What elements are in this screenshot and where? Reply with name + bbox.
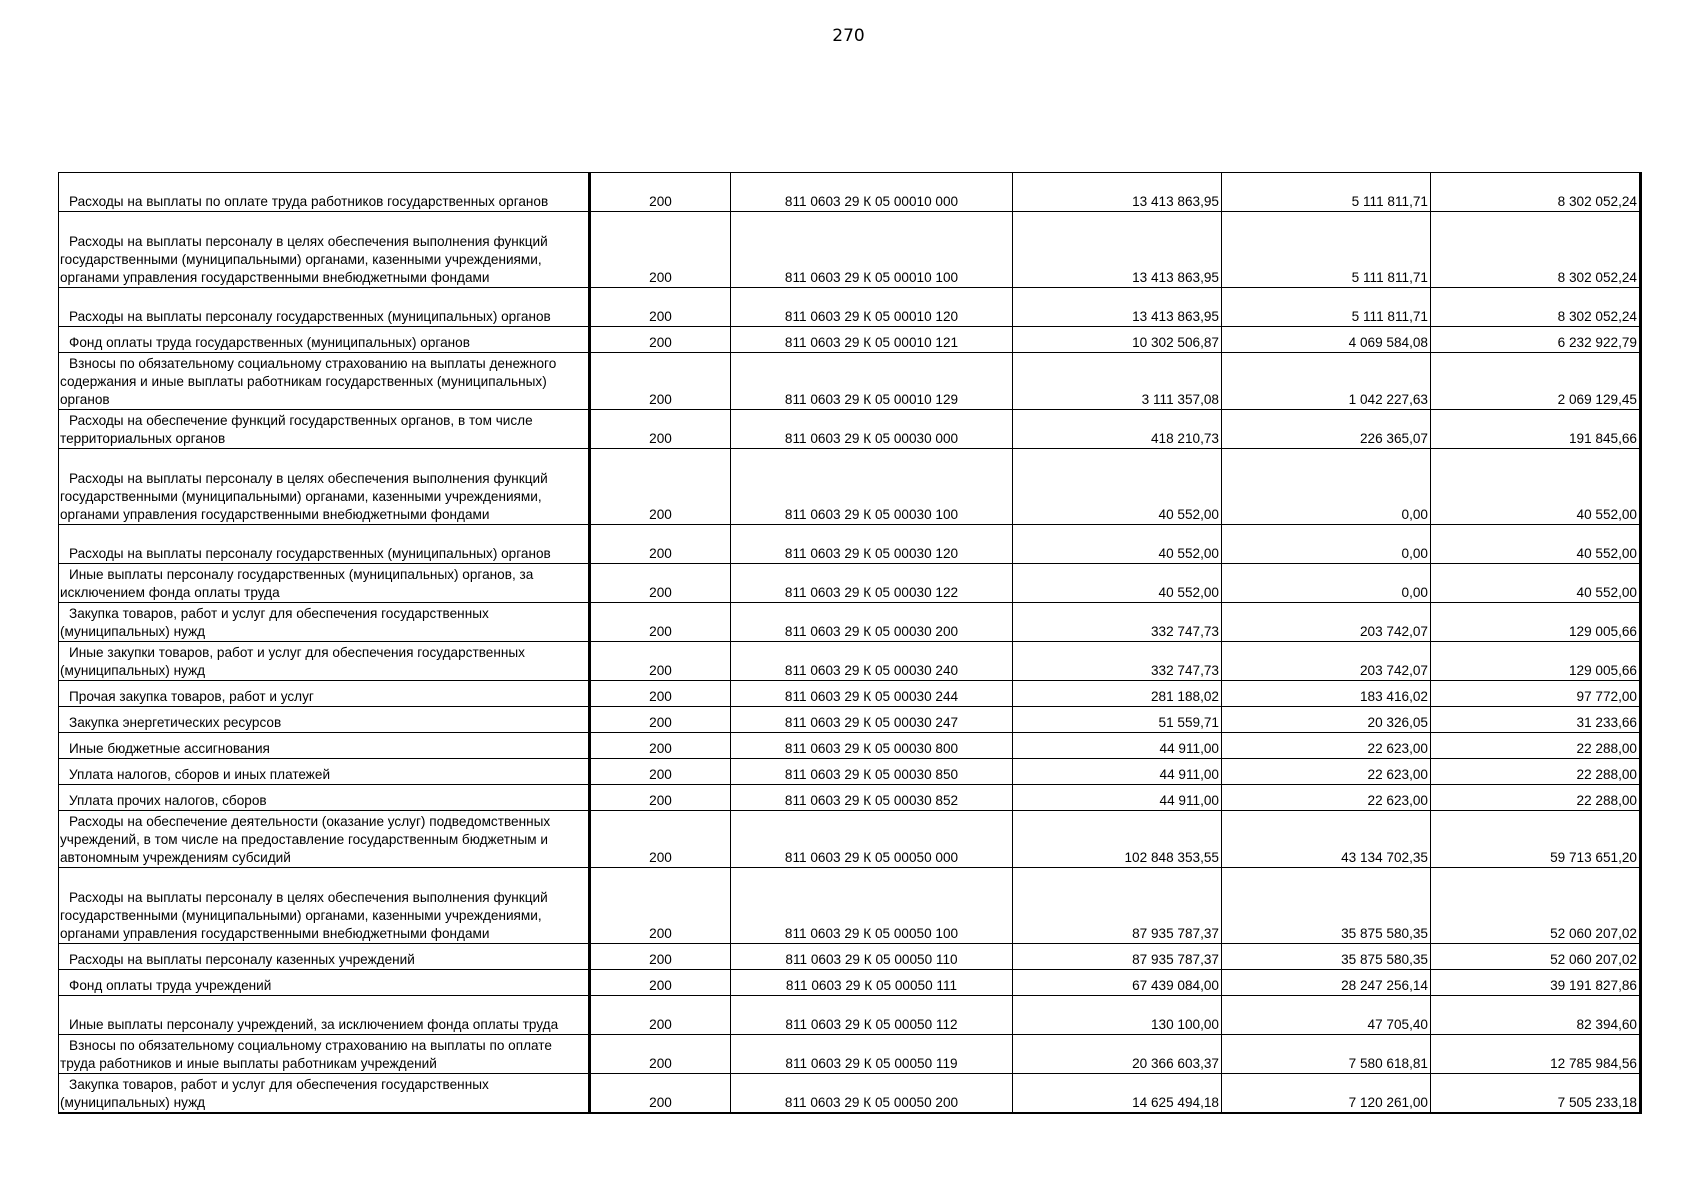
row-line-code: 200 xyxy=(590,868,731,944)
row-line-code: 200 xyxy=(590,288,731,327)
row-classification-code: 811 0603 29 К 05 00050 112 xyxy=(731,996,1013,1035)
row-approved: 418 210,73 xyxy=(1013,410,1222,449)
row-name: Иные выплаты персоналу государственных (муниципальных) органов, за исключением фонда оплаты труда xyxy=(59,564,590,603)
row-executed: 203 742,07 xyxy=(1222,642,1431,681)
row-line-code: 200 xyxy=(590,811,731,868)
row-remaining: 8 302 052,24 xyxy=(1431,288,1641,327)
row-line-code: 200 xyxy=(590,996,731,1035)
row-executed: 4 069 584,08 xyxy=(1222,327,1431,353)
row-remaining: 52 060 207,02 xyxy=(1431,944,1641,970)
row-classification-code: 811 0603 29 К 05 00030 244 xyxy=(731,681,1013,707)
row-remaining: 6 232 922,79 xyxy=(1431,327,1641,353)
row-executed: 226 365,07 xyxy=(1222,410,1431,449)
table-row xyxy=(59,733,1641,759)
row-name: Фонд оплаты труда государственных (муниципальных) органов xyxy=(59,327,590,353)
row-line-code: 200 xyxy=(590,944,731,970)
row-executed: 28 247 256,14 xyxy=(1222,970,1431,996)
row-classification-code: 811 0603 29 К 05 00030 247 xyxy=(731,707,1013,733)
row-approved: 10 302 506,87 xyxy=(1013,327,1222,353)
row-remaining: 82 394,60 xyxy=(1431,996,1641,1035)
row-name: Фонд оплаты труда учреждений xyxy=(59,970,590,996)
row-name: Взносы по обязательному социальному страхованию на выплаты денежного содержания и иные выплаты работникам государственных (муниципальных) органов xyxy=(59,353,590,410)
row-name: Уплата прочих налогов, сборов xyxy=(59,785,590,811)
row-executed: 0,00 xyxy=(1222,564,1431,603)
table-row xyxy=(59,212,1641,288)
row-classification-code: 811 0603 29 К 05 00030 120 xyxy=(731,525,1013,564)
row-line-code: 200 xyxy=(590,603,731,642)
row-name: Расходы на обеспечение функций государственных органов, в том числе территориальных органов xyxy=(59,410,590,449)
row-approved: 40 552,00 xyxy=(1013,449,1222,525)
table-row xyxy=(59,327,1641,353)
row-classification-code: 811 0603 29 К 05 00050 111 xyxy=(731,970,1013,996)
table-row xyxy=(59,642,1641,681)
row-remaining: 52 060 207,02 xyxy=(1431,868,1641,944)
row-executed: 22 623,00 xyxy=(1222,785,1431,811)
row-line-code: 200 xyxy=(590,785,731,811)
row-name: Расходы на выплаты персоналу в целях обеспечения выполнения функций государственными (муниципальными) органами, казенными учреждениями, органами управления государственными внебюджетными фондами xyxy=(59,449,590,525)
table-row xyxy=(59,681,1641,707)
table-row xyxy=(59,970,1641,996)
table-row xyxy=(59,996,1641,1035)
row-executed: 7 580 618,81 xyxy=(1222,1035,1431,1074)
row-line-code: 200 xyxy=(590,642,731,681)
row-executed: 203 742,07 xyxy=(1222,603,1431,642)
row-executed: 22 623,00 xyxy=(1222,733,1431,759)
table-row xyxy=(59,944,1641,970)
row-remaining: 40 552,00 xyxy=(1431,564,1641,603)
row-name: Расходы на выплаты персоналу в целях обеспечения выполнения функций государственными (муниципальными) органами, казенными учреждениями, органами управления государственными внебюджетными фондами xyxy=(59,212,590,288)
table-row xyxy=(59,811,1641,868)
row-executed: 1 042 227,63 xyxy=(1222,353,1431,410)
row-classification-code: 811 0603 29 К 05 00050 200 xyxy=(731,1074,1013,1114)
row-classification-code: 811 0603 29 К 05 00010 100 xyxy=(731,212,1013,288)
row-name: Иные выплаты персоналу учреждений, за исключением фонда оплаты труда xyxy=(59,996,590,1035)
row-approved: 281 188,02 xyxy=(1013,681,1222,707)
row-executed: 20 326,05 xyxy=(1222,707,1431,733)
row-executed: 5 111 811,71 xyxy=(1222,288,1431,327)
row-name: Расходы на выплаты по оплате труда работников государственных органов xyxy=(59,173,590,212)
row-line-code: 200 xyxy=(590,681,731,707)
row-remaining: 129 005,66 xyxy=(1431,642,1641,681)
table-row xyxy=(59,785,1641,811)
row-name: Закупка товаров, работ и услуг для обеспечения государственных (муниципальных) нужд xyxy=(59,603,590,642)
row-executed: 0,00 xyxy=(1222,525,1431,564)
row-approved: 44 911,00 xyxy=(1013,733,1222,759)
table-row xyxy=(59,564,1641,603)
row-name: Расходы на выплаты персоналу в целях обеспечения выполнения функций государственными (муниципальными) органами, казенными учреждениями, органами управления государственными внебюджетными фондами xyxy=(59,868,590,944)
row-remaining: 22 288,00 xyxy=(1431,733,1641,759)
row-approved: 20 366 603,37 xyxy=(1013,1035,1222,1074)
row-classification-code: 811 0603 29 К 05 00030 800 xyxy=(731,733,1013,759)
row-executed: 0,00 xyxy=(1222,449,1431,525)
row-approved: 40 552,00 xyxy=(1013,564,1222,603)
row-name: Закупка товаров, работ и услуг для обеспечения государственных (муниципальных) нужд xyxy=(59,1074,590,1114)
row-approved: 67 439 084,00 xyxy=(1013,970,1222,996)
row-line-code: 200 xyxy=(590,564,731,603)
row-executed: 35 875 580,35 xyxy=(1222,868,1431,944)
row-approved: 102 848 353,55 xyxy=(1013,811,1222,868)
row-approved: 14 625 494,18 xyxy=(1013,1074,1222,1114)
row-remaining: 8 302 052,24 xyxy=(1431,173,1641,212)
row-name: Расходы на выплаты персоналу государственных (муниципальных) органов xyxy=(59,525,590,564)
row-executed: 22 623,00 xyxy=(1222,759,1431,785)
row-approved: 13 413 863,95 xyxy=(1013,212,1222,288)
row-approved: 87 935 787,37 xyxy=(1013,868,1222,944)
budget-execution-table xyxy=(58,172,1642,1114)
row-classification-code: 811 0603 29 К 05 00030 852 xyxy=(731,785,1013,811)
row-classification-code: 811 0603 29 К 05 00010 120 xyxy=(731,288,1013,327)
row-line-code: 200 xyxy=(590,1074,731,1114)
table-row xyxy=(59,603,1641,642)
row-classification-code: 811 0603 29 К 05 00050 100 xyxy=(731,868,1013,944)
row-line-code: 200 xyxy=(590,212,731,288)
table-row xyxy=(59,707,1641,733)
row-classification-code: 811 0603 29 К 05 00030 850 xyxy=(731,759,1013,785)
table-row xyxy=(59,1074,1641,1114)
row-line-code: 200 xyxy=(590,525,731,564)
row-executed: 183 416,02 xyxy=(1222,681,1431,707)
row-name: Расходы на выплаты персоналу казенных учреждений xyxy=(59,944,590,970)
row-name: Расходы на обеспечение деятельности (оказание услуг) подведомственных учреждений, в том числе на предоставление государственным бюджетным и автономным учреждениям субсидий xyxy=(59,811,590,868)
row-line-code: 200 xyxy=(590,353,731,410)
row-remaining: 97 772,00 xyxy=(1431,681,1641,707)
row-classification-code: 811 0603 29 К 05 00030 240 xyxy=(731,642,1013,681)
row-classification-code: 811 0603 29 К 05 00030 100 xyxy=(731,449,1013,525)
row-remaining: 191 845,66 xyxy=(1431,410,1641,449)
row-approved: 13 413 863,95 xyxy=(1013,173,1222,212)
row-remaining: 12 785 984,56 xyxy=(1431,1035,1641,1074)
row-executed: 5 111 811,71 xyxy=(1222,212,1431,288)
table-row xyxy=(59,759,1641,785)
row-executed: 47 705,40 xyxy=(1222,996,1431,1035)
row-remaining: 22 288,00 xyxy=(1431,759,1641,785)
row-remaining: 59 713 651,20 xyxy=(1431,811,1641,868)
row-classification-code: 811 0603 29 К 05 00050 000 xyxy=(731,811,1013,868)
row-classification-code: 811 0603 29 К 05 00030 200 xyxy=(731,603,1013,642)
table-row xyxy=(59,410,1641,449)
table-row xyxy=(59,449,1641,525)
row-name: Уплата налогов, сборов и иных платежей xyxy=(59,759,590,785)
row-classification-code: 811 0603 29 К 05 00030 000 xyxy=(731,410,1013,449)
table-row xyxy=(59,288,1641,327)
row-name: Иные закупки товаров, работ и услуг для обеспечения государственных (муниципальных) нужд xyxy=(59,642,590,681)
row-name: Взносы по обязательному социальному страхованию на выплаты по оплате труда работников и иные выплаты работникам учреждений xyxy=(59,1035,590,1074)
row-classification-code: 811 0603 29 К 05 00030 122 xyxy=(731,564,1013,603)
row-line-code: 200 xyxy=(590,449,731,525)
row-remaining: 31 233,66 xyxy=(1431,707,1641,733)
row-approved: 130 100,00 xyxy=(1013,996,1222,1035)
row-line-code: 200 xyxy=(590,759,731,785)
row-executed: 35 875 580,35 xyxy=(1222,944,1431,970)
row-approved: 44 911,00 xyxy=(1013,785,1222,811)
table-row xyxy=(59,173,1641,212)
page-number: 270 xyxy=(832,26,865,46)
row-executed: 5 111 811,71 xyxy=(1222,173,1431,212)
row-approved: 87 935 787,37 xyxy=(1013,944,1222,970)
row-classification-code: 811 0603 29 К 05 00010 121 xyxy=(731,327,1013,353)
row-line-code: 200 xyxy=(590,173,731,212)
row-executed: 43 134 702,35 xyxy=(1222,811,1431,868)
row-classification-code: 811 0603 29 К 05 00010 000 xyxy=(731,173,1013,212)
row-approved: 51 559,71 xyxy=(1013,707,1222,733)
row-name: Расходы на выплаты персоналу государственных (муниципальных) органов xyxy=(59,288,590,327)
row-approved: 332 747,73 xyxy=(1013,603,1222,642)
row-approved: 3 111 357,08 xyxy=(1013,353,1222,410)
row-approved: 332 747,73 xyxy=(1013,642,1222,681)
row-line-code: 200 xyxy=(590,970,731,996)
row-line-code: 200 xyxy=(590,733,731,759)
row-line-code: 200 xyxy=(590,410,731,449)
row-classification-code: 811 0603 29 К 05 00010 129 xyxy=(731,353,1013,410)
row-executed: 7 120 261,00 xyxy=(1222,1074,1431,1114)
row-remaining: 22 288,00 xyxy=(1431,785,1641,811)
row-line-code: 200 xyxy=(590,707,731,733)
row-approved: 13 413 863,95 xyxy=(1013,288,1222,327)
row-name: Прочая закупка товаров, работ и услуг xyxy=(59,681,590,707)
row-name: Иные бюджетные ассигнования xyxy=(59,733,590,759)
row-remaining: 7 505 233,18 xyxy=(1431,1074,1641,1114)
row-remaining: 8 302 052,24 xyxy=(1431,212,1641,288)
row-line-code: 200 xyxy=(590,327,731,353)
row-classification-code: 811 0603 29 К 05 00050 110 xyxy=(731,944,1013,970)
table-row xyxy=(59,525,1641,564)
table-row xyxy=(59,1035,1641,1074)
row-approved: 44 911,00 xyxy=(1013,759,1222,785)
row-remaining: 40 552,00 xyxy=(1431,525,1641,564)
row-classification-code: 811 0603 29 К 05 00050 119 xyxy=(731,1035,1013,1074)
row-remaining: 2 069 129,45 xyxy=(1431,353,1641,410)
row-approved: 40 552,00 xyxy=(1013,525,1222,564)
table-row xyxy=(59,868,1641,944)
row-name: Закупка энергетических ресурсов xyxy=(59,707,590,733)
row-remaining: 40 552,00 xyxy=(1431,449,1641,525)
table-row xyxy=(59,353,1641,410)
row-remaining: 39 191 827,86 xyxy=(1431,970,1641,996)
row-line-code: 200 xyxy=(590,1035,731,1074)
row-remaining: 129 005,66 xyxy=(1431,603,1641,642)
